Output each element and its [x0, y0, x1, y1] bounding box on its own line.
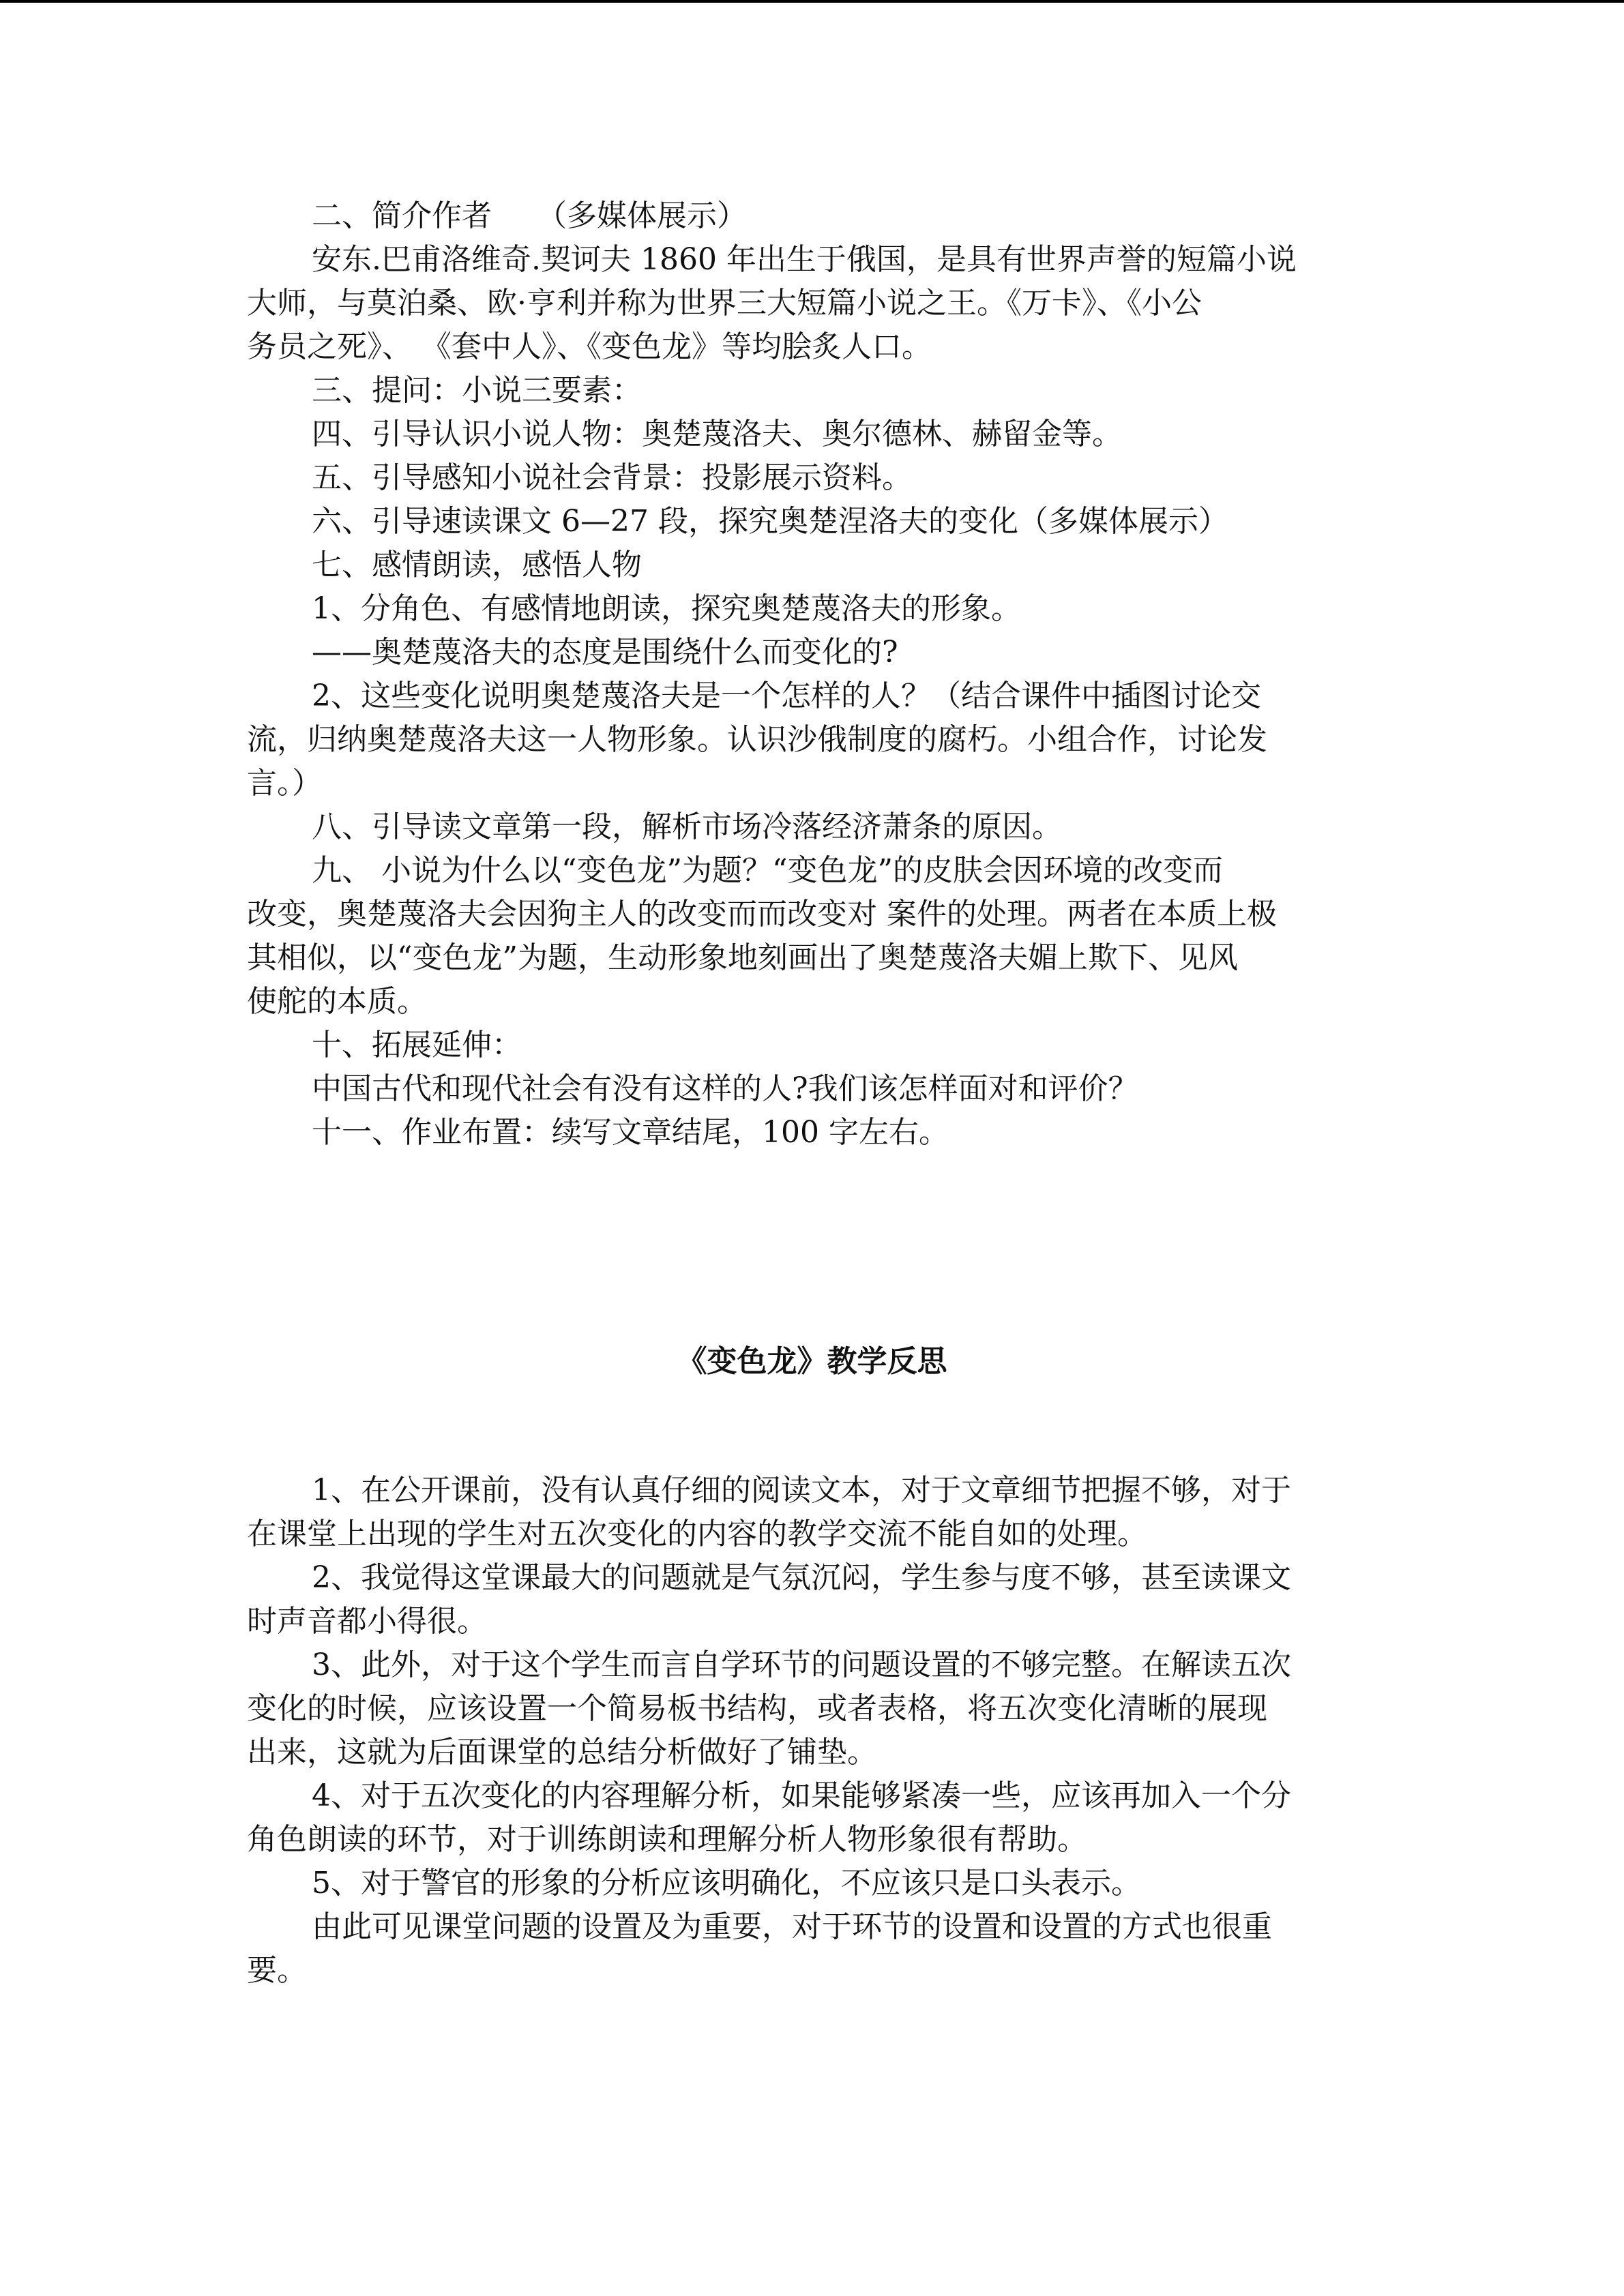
reflection-title: 《变色龙》教学反思: [677, 1344, 947, 1379]
paragraph-background: [247, 456, 1379, 500]
text-line: 大师，与莫泊桑、欧·亨利并称为世界三大短篇小说之王。《万卡》、《小公: [247, 286, 1202, 320]
paragraph-speed-reading: [247, 500, 1379, 543]
text-line: 出来，这就为后面课堂的总结分析做好了铺垫。: [247, 1735, 877, 1770]
text-line: 五、引导感知小说社会背景：投影展示资料。: [312, 460, 912, 495]
text-line: 5、对于警官的形象的分析应该明确化，不应该只是口头表示。: [312, 1866, 1141, 1900]
reflection-paragraph-3: [247, 1643, 1379, 1774]
text-line: 2、这些变化说明奥楚蔑洛夫是一个怎样的人？（结合课件中插图讨论交: [312, 679, 1261, 713]
paragraph-homework: [247, 1111, 1379, 1154]
page-top-border: [0, 0, 1624, 3]
text-line: 1、分角色、有感情地朗读，探究奥楚蔑洛夫的形象。: [312, 591, 1021, 626]
text-line: 十一、作业布置：续写文章结尾，100 字左右。: [312, 1115, 949, 1150]
reflection-paragraph-5: [247, 1862, 1379, 1905]
text-line: 六、引导速读课文 6—27 段，探究奥楚涅洛夫的变化（多媒体展示）: [312, 504, 1228, 539]
paragraph-market: [247, 805, 1379, 849]
text-line: 八、引导读文章第一段，解析市场冷落经济萧条的原因。: [312, 809, 1062, 844]
reflection-paragraph-4: [247, 1774, 1379, 1862]
text-line: 安东.巴甫洛维奇.契诃夫 1860 年出生于俄国，是具有世界声誉的短篇小说: [312, 242, 1297, 277]
paragraph-author-bio: [247, 238, 1379, 369]
text-line: 九、 小说为什么以“变色龙”为题？“变色龙”的皮肤会因环境的改变而: [312, 853, 1223, 888]
paragraph-extension-question: [247, 1067, 1379, 1111]
text-line: 4、对于五次变化的内容理解分析，如果能够紧凑一些，应该再加入一个分: [312, 1778, 1291, 1813]
reflection-paragraph-2: [247, 1556, 1379, 1643]
reflection-paragraph-1: [247, 1469, 1379, 1556]
reflection-section: [247, 1469, 1379, 1993]
text-line: 在课堂上出现的学生对五次变化的内容的教学交流不能自如的处理。: [247, 1517, 1147, 1551]
text-line: 二、简介作者 （多媒体展示）: [312, 198, 747, 233]
paragraph-role-reading: [247, 587, 1379, 631]
text-line: 时声音都小得很。: [247, 1604, 487, 1639]
paragraph-three-elements: [247, 369, 1379, 413]
text-line: 变化的时候，应该设置一个简易板书结构，或者表格，将五次变化清晰的展现: [247, 1691, 1267, 1726]
paragraph-question: [247, 631, 1379, 674]
lesson-plan-section: [247, 194, 1379, 1154]
paragraph-discussion: [247, 674, 1379, 805]
text-line: 言。）: [247, 766, 322, 801]
text-line: 四、引导认识小说人物：奥楚蔑洛夫、奥尔德林、赫留金等。: [312, 417, 1122, 451]
paragraph-intro-author: [247, 194, 1379, 238]
text-line: 流，归纳奥楚蔑洛夫这一人物形象。认识沙俄制度的腐朽。小组合作，讨论发: [247, 722, 1267, 757]
text-line: 务员之死》、 《套中人》、《变色龙》等均脍炙人口。: [247, 329, 932, 364]
text-line: 十、拓展延伸：: [312, 1028, 522, 1062]
text-line: 1、在公开课前，没有认真仔细的阅读文本，对于文章细节把握不够，对于: [312, 1473, 1291, 1508]
paragraph-extension: [247, 1024, 1379, 1067]
text-line: ——奥楚蔑洛夫的态度是围绕什么而变化的?: [312, 635, 898, 670]
text-line: 角色朗读的环节，对于训练朗读和理解分析人物形象很有帮助。: [247, 1822, 1087, 1857]
text-line: 其相似，以“变色龙”为题，生动形象地刻画出了奥楚蔑洛夫媚上欺下、见风: [247, 940, 1238, 975]
text-line: 使舵的本质。: [247, 984, 427, 1019]
text-line: 2、我觉得这堂课最大的问题就是气氛沉闷，学生参与度不够，甚至读课文: [312, 1560, 1291, 1595]
reflection-paragraph-6: [247, 1905, 1379, 1993]
text-line: 三、提问：小说三要素：: [312, 373, 642, 408]
paragraph-emotional-reading: [247, 543, 1379, 587]
paragraph-characters: [247, 413, 1379, 456]
text-line: 改变，奥楚蔑洛夫会因狗主人的改变而而改变对 案件的处理。两者在本质上极: [247, 897, 1277, 931]
text-line: 3、此外，对于这个学生而言自学环节的问题设置的不够完整。在解读五次: [312, 1648, 1291, 1682]
text-line: 七、感情朗读，感悟人物: [312, 548, 642, 582]
text-line: 要。: [247, 1953, 307, 1988]
paragraph-title-meaning: [247, 849, 1379, 1024]
text-line: 由此可见课堂问题的设置及为重要，对于环节的设置和设置的方式也很重: [312, 1909, 1272, 1944]
text-line: 中国古代和现代社会有没有这样的人?我们该怎样面对和评价？: [312, 1071, 1138, 1106]
